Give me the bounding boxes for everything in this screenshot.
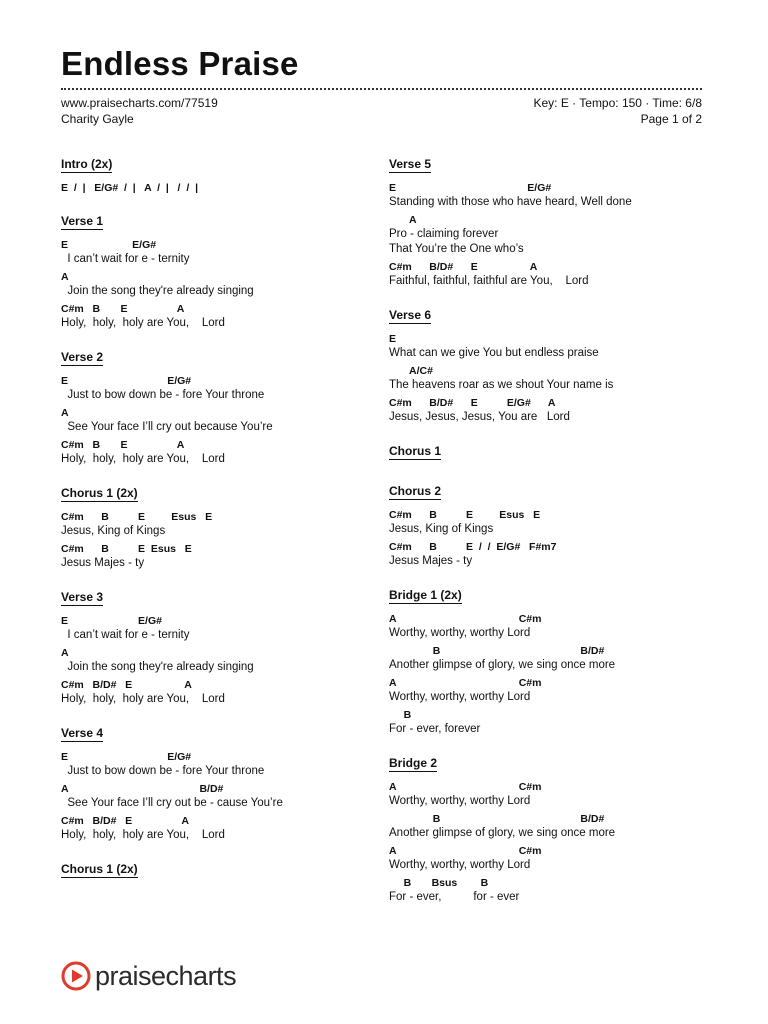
lyric-line: Jesus, King of Kings xyxy=(389,523,494,535)
section-title: Bridge 2 xyxy=(389,756,438,770)
right-column xyxy=(389,155,719,922)
section-title: Verse 5 xyxy=(389,157,432,171)
chord-line: C#m B/D# E A xyxy=(61,679,192,691)
chord-line: E E/G# xyxy=(61,239,157,251)
source-url[interactable]: www.praisecharts.com/77519 xyxy=(61,96,218,110)
chord-line: A/C# xyxy=(389,365,433,377)
lyric-line: Jesus, Jesus, Jesus, You are Lord xyxy=(389,411,570,423)
dotted-divider xyxy=(61,88,702,90)
chord-line: E / | E/G# / | A / | / / | xyxy=(61,182,199,194)
play-circle-icon xyxy=(61,961,91,991)
page-number: Page 1 of 2 xyxy=(640,112,702,126)
chord-line: B Bsus B xyxy=(389,877,489,889)
lyric-line: What can we give You but endless praise xyxy=(389,347,599,359)
chord-line: E E/G# xyxy=(61,751,192,763)
lyric-line: Jesus Majes - ty xyxy=(61,557,145,569)
left-column xyxy=(61,155,391,900)
lyric-line: Worthy, worthy, worthy Lord xyxy=(389,627,531,639)
lyric-line: Pro - claiming forever xyxy=(389,228,499,240)
chord-line: C#m B E / / E/G# F#m7 xyxy=(389,541,557,553)
lyric-line: I can’t wait for e - ternity xyxy=(61,253,190,265)
chord-line: C#m B E Esus E xyxy=(61,511,213,523)
chord-line: A xyxy=(61,647,69,659)
chord-line: A xyxy=(389,214,417,226)
lyric-line: Another glimpse of glory, we sing once more xyxy=(389,659,616,671)
song-section xyxy=(389,586,719,737)
lyric-line: Faithful, faithful, faithful are You, Lord xyxy=(389,275,589,287)
section-title: Verse 1 xyxy=(61,214,104,228)
chord-line: C#m B E Esus E xyxy=(389,509,541,521)
section-title: Chorus 2 xyxy=(389,484,442,498)
section-title: Verse 4 xyxy=(61,726,104,740)
song-section xyxy=(61,484,391,571)
section-title: Verse 3 xyxy=(61,590,104,604)
chord-line: E E/G# xyxy=(389,182,552,194)
song-section xyxy=(389,442,719,465)
lyric-line: Just to bow down be - fore Your throne xyxy=(61,389,265,401)
lyric-line: Jesus, King of Kings xyxy=(61,525,166,537)
chord-line: A C#m xyxy=(389,781,542,793)
song-section xyxy=(61,348,391,467)
lyric-line: Holy, holy, holy are You, Lord xyxy=(61,693,225,705)
lyric-line: See Your face I’ll cry out because You’re xyxy=(61,421,273,433)
song-section xyxy=(389,155,719,289)
chord-line: C#m B/D# E E/G# A xyxy=(389,397,556,409)
lyric-line: Worthy, worthy, worthy Lord xyxy=(389,795,531,807)
section-title: Verse 2 xyxy=(61,350,104,364)
song-section xyxy=(389,482,719,569)
praisecharts-logo[interactable] xyxy=(61,958,236,994)
chord-line: A C#m xyxy=(389,613,542,625)
chord-line: E xyxy=(389,333,397,345)
song-section xyxy=(61,588,391,707)
song-section xyxy=(61,860,391,883)
song-section xyxy=(389,306,719,425)
chord-line: B xyxy=(389,709,412,721)
lyric-line: Join the song they're already singing xyxy=(61,285,254,297)
lyric-line: Holy, holy, holy are You, Lord xyxy=(61,453,225,465)
chord-line: C#m B/D# E A xyxy=(389,261,538,273)
section-title: Bridge 1 (2x) xyxy=(389,588,462,602)
song-section xyxy=(61,212,391,331)
section-title: Intro (2x) xyxy=(61,157,113,171)
section-title: Chorus 1 xyxy=(389,444,442,458)
lyric-line: Join the song they're already singing xyxy=(61,661,254,673)
song-info: Key: E · Tempo: 150 · Time: 6/8 xyxy=(533,96,702,110)
chord-line: A C#m xyxy=(389,677,542,689)
chord-line: A xyxy=(61,271,69,283)
lyric-line: For - ever, forever xyxy=(389,723,481,735)
song-section xyxy=(61,724,391,843)
lyric-line: I can’t wait for e - ternity xyxy=(61,629,190,641)
lyric-line: Worthy, worthy, worthy Lord xyxy=(389,691,531,703)
lyric-line: The heavens roar as we shout Your name is xyxy=(389,379,614,391)
chord-line: E E/G# xyxy=(61,615,162,627)
chord-line: A C#m xyxy=(389,845,542,857)
section-title: Verse 6 xyxy=(389,308,432,322)
lyric-line: Holy, holy, holy are You, Lord xyxy=(61,829,225,841)
lyric-line: See Your face I’ll cry out be - cause You’re xyxy=(61,797,283,809)
chord-line: C#m B/D# E A xyxy=(61,815,189,827)
song-title: Endless Praise xyxy=(61,45,299,82)
chord-line: C#m B E Esus E xyxy=(61,543,192,555)
lyric-line: Another glimpse of glory, we sing once more xyxy=(389,827,616,839)
lyric-line: Holy, holy, holy are You, Lord xyxy=(61,317,225,329)
chord-line: A B/D# xyxy=(61,783,224,795)
logo-text: praisecharts xyxy=(95,960,237,991)
section-title: Chorus 1 (2x) xyxy=(61,486,138,500)
lyric-line: For - ever, for - ever xyxy=(389,891,520,903)
chord-line: B B/D# xyxy=(389,813,605,825)
lyric-line: Just to bow down be - fore Your throne xyxy=(61,765,265,777)
lyric-line: Worthy, worthy, worthy Lord xyxy=(389,859,531,871)
chord-line: B B/D# xyxy=(389,645,605,657)
artist-name: Charity Gayle xyxy=(61,112,134,126)
section-title: Chorus 1 (2x) xyxy=(61,862,138,876)
lyric-line: Jesus Majes - ty xyxy=(389,555,473,567)
chord-line: C#m B E A xyxy=(61,303,185,315)
song-section xyxy=(389,754,719,905)
chord-line: E E/G# xyxy=(61,375,192,387)
lyric-line: That You’re the One who’s xyxy=(389,243,524,255)
song-section xyxy=(61,155,391,195)
lyric-line: Standing with those who have heard, Well done xyxy=(389,196,632,208)
chord-line: C#m B E A xyxy=(61,439,185,451)
chord-line: A xyxy=(61,407,69,419)
